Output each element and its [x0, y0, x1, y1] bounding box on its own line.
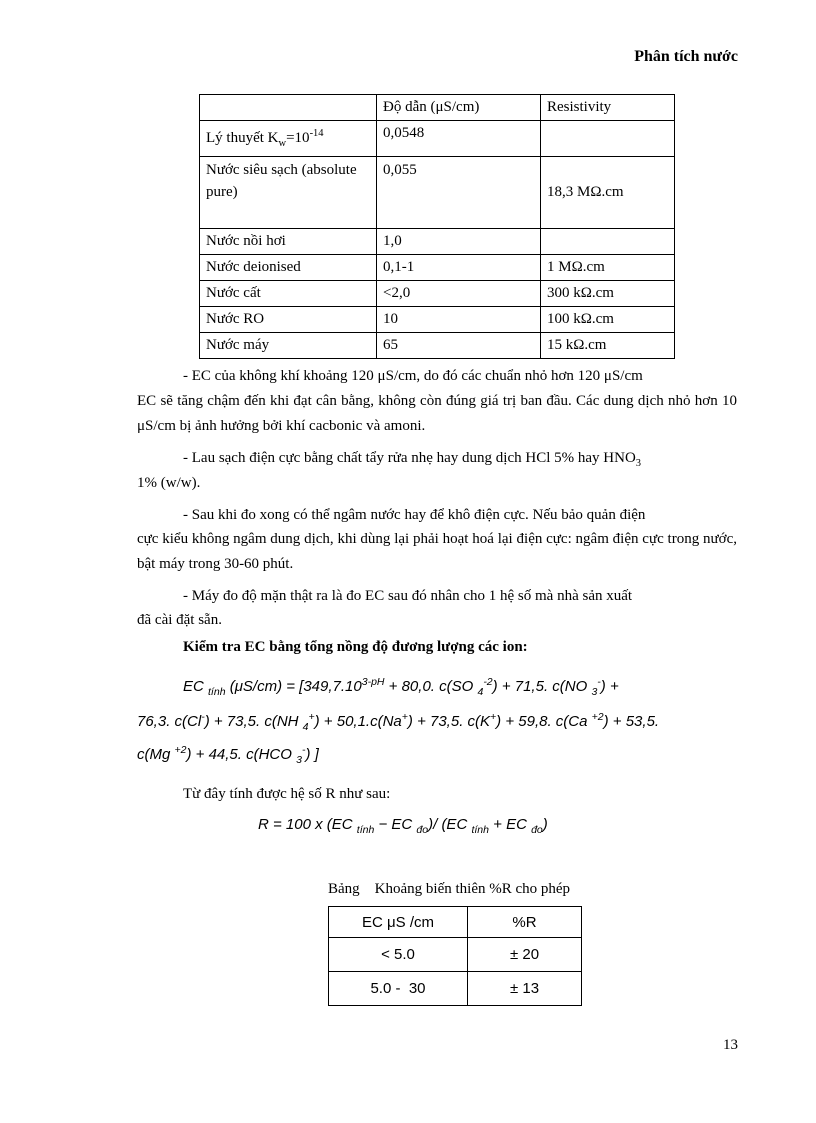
- kw-exponent: -14: [309, 128, 324, 139]
- f2-text: + EC: [488, 816, 532, 833]
- f1-sub: tính: [208, 686, 226, 698]
- hno3-subscript: 3: [635, 458, 642, 469]
- table-header-cell: %R: [468, 907, 582, 938]
- table-cell-res: [541, 121, 675, 157]
- f1-sub: 3: [296, 754, 302, 766]
- table-cell-ec: < 5.0: [329, 938, 468, 972]
- f1-sup: -: [301, 744, 306, 756]
- f1-text: ) + 44,5. c(HCO: [186, 746, 297, 763]
- table-row: [200, 281, 675, 307]
- f1-text: ) + 59,8. c(Ca: [496, 713, 592, 730]
- f1-text: ) +: [600, 678, 619, 695]
- f1-text: ) + 73,5. c(NH: [204, 713, 303, 730]
- section-heading: Kiểm tra EC bằng tổng nồng độ đương lượng các ion:: [183, 639, 528, 655]
- table-cell-res: [541, 229, 675, 255]
- table-cell-name: Nước nồi hơi: [200, 229, 377, 255]
- table-cell-ec: 0,1-1: [377, 255, 541, 281]
- paragraph-clean-electrode-rest: 1% (w/w).: [137, 475, 201, 491]
- f1-sup: +2: [174, 744, 187, 756]
- table-cell-name: Nước deionised: [200, 255, 377, 281]
- f1-sup: -: [201, 711, 205, 723]
- paragraph-storage-line1: - Sau khi đo xong có thể ngâm nước hay để khô điện cực. Nếu bảo quản điện: [183, 507, 646, 523]
- table-row: [200, 255, 675, 281]
- f1-text: c(Mg: [137, 746, 175, 763]
- f1-text: ) + 73,5. c(K: [407, 713, 491, 730]
- table-row: [200, 333, 675, 359]
- table2-caption: Bảng Khoảng biến thiên %R cho phép: [328, 881, 571, 897]
- clean-electrode-text: - Lau sạch điện cực bằng chất tẩy rửa nhẹ hay dung dịch HCl 5% hay HNO: [183, 450, 636, 466]
- table-cell-name: [200, 121, 377, 157]
- f1-sup: +2: [591, 711, 604, 723]
- f1-sup: +: [490, 711, 497, 723]
- f1-text: + 80,0. c(SO: [384, 678, 478, 695]
- table-header-cell: EC μS /cm: [329, 907, 468, 938]
- table-cell-name: Nước RO: [200, 307, 377, 333]
- f1-sub: 4: [302, 721, 309, 733]
- f1-text: EC: [183, 678, 209, 695]
- f2-text: − EC: [374, 816, 417, 833]
- table-cell-name: Nước siêu sạch (absolute pure): [200, 157, 377, 229]
- table-cell-res: 1 MΩ.cm: [541, 255, 675, 281]
- table-cell-res: 18,3 MΩ.cm: [541, 157, 675, 229]
- table-cell-r: ± 20: [468, 938, 582, 972]
- paragraph-storage-rest: cực kiểu không ngâm dung dịch, khi dùng lại phải hoạt hoá lại điện cực: ngâm điện cực trong nước, bật máy trong 30-60 phút.: [137, 531, 737, 572]
- table-cell-ec: 10: [377, 307, 541, 333]
- paragraph-salinity-line1: - Máy đo độ mặn thật ra là đo EC sau đó nhân cho 1 hệ số mà nhà sản xuất: [183, 588, 633, 604]
- f2-text: )/ (EC: [428, 816, 472, 833]
- f1-sub: 4: [477, 686, 484, 698]
- table-row: [200, 307, 675, 333]
- f2-sub: tính: [356, 824, 375, 836]
- kw-subscript: w: [278, 138, 287, 149]
- table-cell-res: 300 kΩ.cm: [541, 281, 675, 307]
- table-cell-res: 15 kΩ.cm: [541, 333, 675, 359]
- f1-text: ) + 71,5. c(NO: [492, 678, 592, 695]
- f2-text: R = 100 x (EC: [258, 816, 357, 833]
- formula-ec-line1: [183, 676, 619, 698]
- table-row: [200, 121, 675, 157]
- formula-r: [258, 816, 548, 836]
- f1-text: ) ]: [305, 746, 319, 763]
- table-row: [200, 229, 675, 255]
- kw-equals: =10: [286, 130, 310, 146]
- paragraph-ec-air-rest: EC sẽ tăng chậm đến khi đạt cân bằng, không còn đúng giá trị ban đầu. Các dung dịch nhỏ hơn 10 μS/cm bị ảnh hưởng bởi khí cacbonic và amoni.: [137, 393, 737, 434]
- table-cell-ec: 65: [377, 333, 541, 359]
- table-header-cell: Resistivity: [541, 95, 675, 121]
- f2-sub: tính: [471, 824, 489, 836]
- table-header-cell: Độ dẫn (μS/cm): [377, 95, 541, 121]
- f2-sub: đo: [531, 824, 543, 836]
- f2-text: ): [542, 816, 548, 833]
- formula-ec-line3: [137, 744, 319, 766]
- table-row: [329, 938, 582, 972]
- f1-sub: 3: [591, 686, 598, 698]
- page-number: 13: [723, 1037, 738, 1053]
- table-cell-name: Nước cất: [200, 281, 377, 307]
- paragraph-salinity-rest: đã cài đặt sẵn.: [137, 612, 222, 628]
- table-row: [200, 157, 675, 229]
- table-header-row: [329, 907, 582, 938]
- table-header-cell: [200, 95, 377, 121]
- kw-label: Lý thuyết K: [206, 130, 279, 146]
- table-header-row: [200, 95, 675, 121]
- f1-sup: +: [401, 711, 408, 723]
- f1-sup: 3-pH: [361, 676, 385, 688]
- f1-sup: +: [308, 711, 315, 723]
- f1-text: (μS/cm) = [349,7.10: [225, 678, 362, 695]
- f2-sub: đo: [416, 824, 429, 836]
- page-header-title: Phân tích nước: [634, 48, 738, 65]
- f1-text: 76,3. c(Cl: [137, 713, 202, 730]
- r-intro-text: Từ đây tính được hệ số R như sau:: [183, 786, 391, 802]
- table-cell-ec: 5.0 - 30: [329, 972, 468, 1006]
- formula-ec-line2: [137, 711, 659, 733]
- table-row: [329, 972, 582, 1006]
- f1-sup: -2: [483, 676, 493, 688]
- f1-text: ) + 53,5.: [603, 713, 660, 730]
- f1-text: ) + 50,1.c(Na: [314, 713, 402, 730]
- table-cell-ec: 0,0548: [377, 121, 541, 157]
- table-cell-name: Nước máy: [200, 333, 377, 359]
- paragraph-ec-air-line1: - EC của không khí khoảng 120 μS/cm, do đó các chuẩn nhỏ hơn 120 μS/cm: [183, 368, 643, 384]
- r-range-table: [328, 906, 582, 1006]
- conductivity-table: [199, 94, 675, 359]
- table-cell-ec: 0,055: [377, 157, 541, 229]
- f1-sup: -: [597, 676, 601, 688]
- table-cell-res: 100 kΩ.cm: [541, 307, 675, 333]
- table-cell-r: ± 13: [468, 972, 582, 1006]
- table-cell-ec: 1,0: [377, 229, 541, 255]
- table-cell-ec: <2,0: [377, 281, 541, 307]
